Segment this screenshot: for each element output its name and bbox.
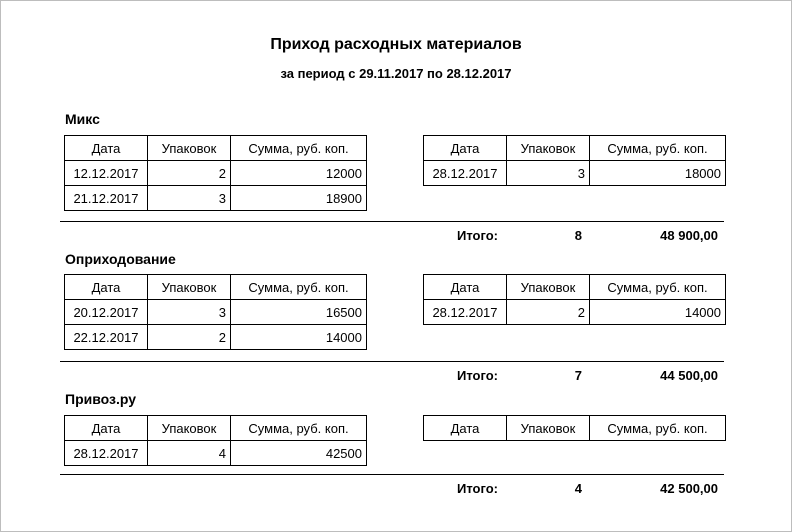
column-header-packs: Упаковок (148, 416, 231, 441)
table-header-row (424, 416, 726, 441)
total-packs: 7 (574, 368, 582, 383)
group-table-right (423, 415, 726, 441)
total-sum: 44 500,00 (660, 368, 718, 383)
table-header-row (65, 416, 367, 441)
cell-sum: 14000 (231, 325, 367, 350)
table-row (65, 161, 367, 186)
cell-sum: 18900 (231, 186, 367, 211)
table-row (65, 186, 367, 211)
column-header-sum: Сумма, руб. коп. (231, 416, 367, 441)
cell-sum: 12000 (231, 161, 367, 186)
table-header-row (65, 275, 367, 300)
column-header-packs: Упаковок (507, 136, 590, 161)
table-header-row (65, 136, 367, 161)
group-title: Оприходование (65, 251, 176, 267)
group-table-right (423, 135, 726, 186)
report-title: Приход расходных материалов (270, 36, 522, 53)
cell-date: 20.12.2017 (65, 300, 148, 325)
column-header-date: Дата (65, 275, 148, 300)
cell-date: 28.12.2017 (424, 161, 507, 186)
cell-packs: 3 (148, 300, 231, 325)
cell-packs: 3 (148, 186, 231, 211)
table-header-row (424, 275, 726, 300)
column-header-packs: Упаковок (507, 275, 590, 300)
total-packs: 4 (574, 481, 582, 496)
table-header-row (424, 136, 726, 161)
cell-date: 28.12.2017 (65, 441, 148, 466)
column-header-sum: Сумма, руб. коп. (231, 136, 367, 161)
cell-date: 21.12.2017 (65, 186, 148, 211)
total-label: Итого: (457, 368, 498, 383)
table-row (65, 300, 367, 325)
group-title: Микс (65, 111, 100, 127)
column-header-sum: Сумма, руб. коп. (590, 416, 726, 441)
group-table-left (64, 415, 367, 466)
group-divider (60, 474, 724, 475)
column-header-packs: Упаковок (148, 136, 231, 161)
cell-sum: 16500 (231, 300, 367, 325)
group-divider (60, 361, 724, 362)
group-table-left (64, 135, 367, 211)
table-row (424, 300, 726, 325)
group-table-right (423, 274, 726, 325)
cell-packs: 3 (507, 161, 590, 186)
group-divider (60, 221, 724, 222)
cell-sum: 42500 (231, 441, 367, 466)
cell-date: 22.12.2017 (65, 325, 148, 350)
group-table-left (64, 274, 367, 350)
cell-date: 28.12.2017 (424, 300, 507, 325)
cell-packs: 2 (148, 325, 231, 350)
column-header-sum: Сумма, руб. коп. (590, 275, 726, 300)
table-row (424, 161, 726, 186)
column-header-date: Дата (424, 275, 507, 300)
column-header-date: Дата (65, 136, 148, 161)
cell-sum: 14000 (590, 300, 726, 325)
report-period: за период с 29.11.2017 по 28.12.2017 (280, 66, 512, 81)
cell-packs: 2 (148, 161, 231, 186)
column-header-packs: Упаковок (507, 416, 590, 441)
column-header-sum: Сумма, руб. коп. (231, 275, 367, 300)
cell-sum: 18000 (590, 161, 726, 186)
total-label: Итого: (457, 481, 498, 496)
total-sum: 42 500,00 (660, 481, 718, 496)
cell-packs: 4 (148, 441, 231, 466)
total-packs: 8 (574, 228, 582, 243)
column-header-sum: Сумма, руб. коп. (590, 136, 726, 161)
column-header-date: Дата (65, 416, 148, 441)
cell-packs: 2 (507, 300, 590, 325)
column-header-packs: Упаковок (148, 275, 231, 300)
table-row (65, 325, 367, 350)
group-title: Привоз.ру (65, 391, 137, 407)
column-header-date: Дата (424, 416, 507, 441)
cell-date: 12.12.2017 (65, 161, 148, 186)
total-sum: 48 900,00 (660, 228, 718, 243)
column-header-date: Дата (424, 136, 507, 161)
table-row (65, 441, 367, 466)
total-label: Итого: (457, 228, 498, 243)
